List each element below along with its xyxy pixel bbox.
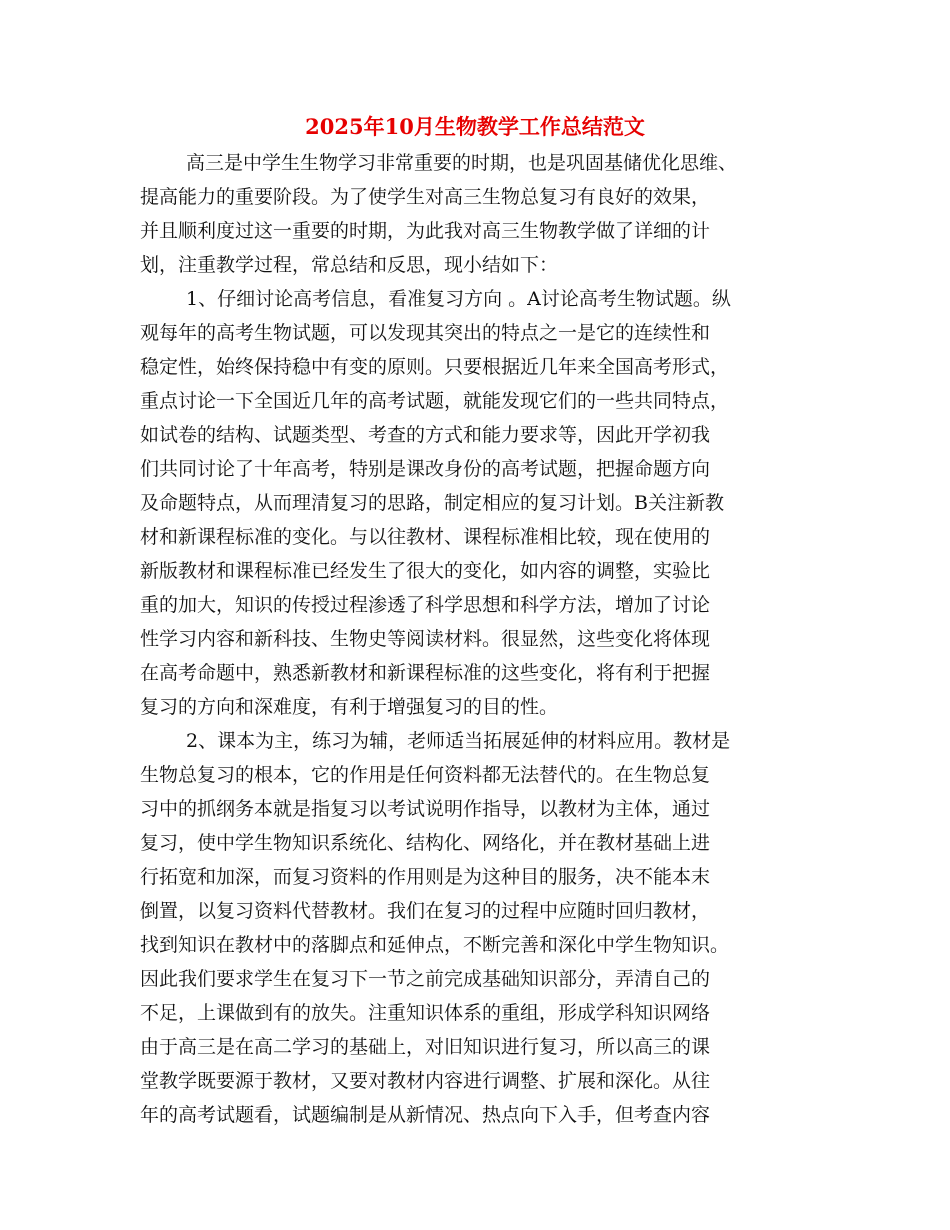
text-line: 观每年的高考生物试题，可以发现其突出的特点之一是它的连续性和	[140, 322, 711, 344]
document-body	[140, 146, 810, 1132]
text-line: 找到知识在教材中的落脚点和延伸点，不断完善和深化中学生物知识。	[140, 934, 730, 956]
paragraph-intro	[140, 146, 810, 282]
text-line: 如试卷的结构、试题类型、考查的方式和能力要求等，因此开学初我	[140, 424, 711, 446]
text-line: 在高考命题中，熟悉新教材和新课程标准的这些变化，将有利于把握	[140, 662, 711, 684]
text-line: 因此我们要求学生在复习下一节之前完成基础知识部分，弄清自己的	[140, 968, 711, 990]
text-line: 提高能力的重要阶段。为了使学生对高三生物总复习有良好的效果，	[140, 186, 711, 208]
text-line: 行拓宽和加深，而复习资料的作用则是为这种目的服务，决不能本末	[140, 866, 711, 888]
text-line: 们共同讨论了十年高考，特别是课改身份的高考试题，把握命题方向	[140, 458, 711, 480]
text-line: 不足，上课做到有的放失。注重知识体系的重组，形成学科知识网络	[140, 1002, 711, 1024]
text-line: 划，注重教学过程，常总结和反思，现小结如下：	[140, 254, 559, 276]
text-line: 由于高三是在高二学习的基础上，对旧知识进行复习，所以高三的课	[140, 1036, 711, 1058]
text-line: 新版教材和课程标准已经发生了很大的变化，如内容的调整，实验比	[140, 560, 711, 582]
text-line: 复习，使中学生物知识系统化、结构化、网络化，并在教材基础上进	[140, 832, 711, 854]
text-line: 性学习内容和新科技、生物史等阅读材料。很显然，这些变化将体现	[140, 628, 711, 650]
text-line: 生物总复习的根本，它的作用是任何资料都无法替代的。在生物总复	[140, 764, 711, 786]
document-title: 2025年10月生物教学工作总结范文	[305, 114, 645, 139]
text-line: 及命题特点，从而理清复习的思路，制定相应的复习计划。B关注新教	[140, 492, 724, 514]
text-line: 堂教学既要源于教材，又要对教材内容进行调整、扩展和深化。从往	[140, 1070, 711, 1092]
text-line: 1、仔细讨论高考信息，看准复习方向 。A讨论高考生物试题。纵	[186, 288, 731, 310]
text-line: 重点讨论一下全国近几年的高考试题，就能发现它们的一些共同特点，	[140, 390, 730, 412]
text-line: 材和新课程标准的变化。与以往教材、课程标准相比较，现在使用的	[140, 526, 711, 548]
text-line: 并且顺利度过这一重要的时期，为此我对高三生物教学做了详细的计	[140, 220, 711, 242]
text-line: 年的高考试题看，试题编制是从新情况、热点向下入手，但考查内容	[140, 1104, 711, 1126]
text-line: 高三是中学生生物学习非常重要的时期，也是巩固基储优化思维、	[186, 152, 738, 174]
text-line: 习中的抓纲务本就是指复习以考试说明作指导，以教材为主体，通过	[140, 798, 711, 820]
paragraph-section-1	[140, 282, 810, 724]
text-line: 稳定性，始终保持稳中有变的原则。只要根据近几年来全国高考形式，	[140, 356, 730, 378]
text-line: 2、课本为主，练习为辅，老师适当拓展延伸的材料应用。教材是	[186, 730, 731, 752]
paragraph-section-2	[140, 724, 810, 1132]
text-line: 倒置，以复习资料代替教材。我们在复习的过程中应随时回归教材，	[140, 900, 711, 922]
text-line: 重的加大，知识的传授过程渗透了科学思想和科学方法，增加了讨论	[140, 594, 711, 616]
text-line: 复习的方向和深难度，有利于增强复习的目的性。	[140, 696, 559, 718]
